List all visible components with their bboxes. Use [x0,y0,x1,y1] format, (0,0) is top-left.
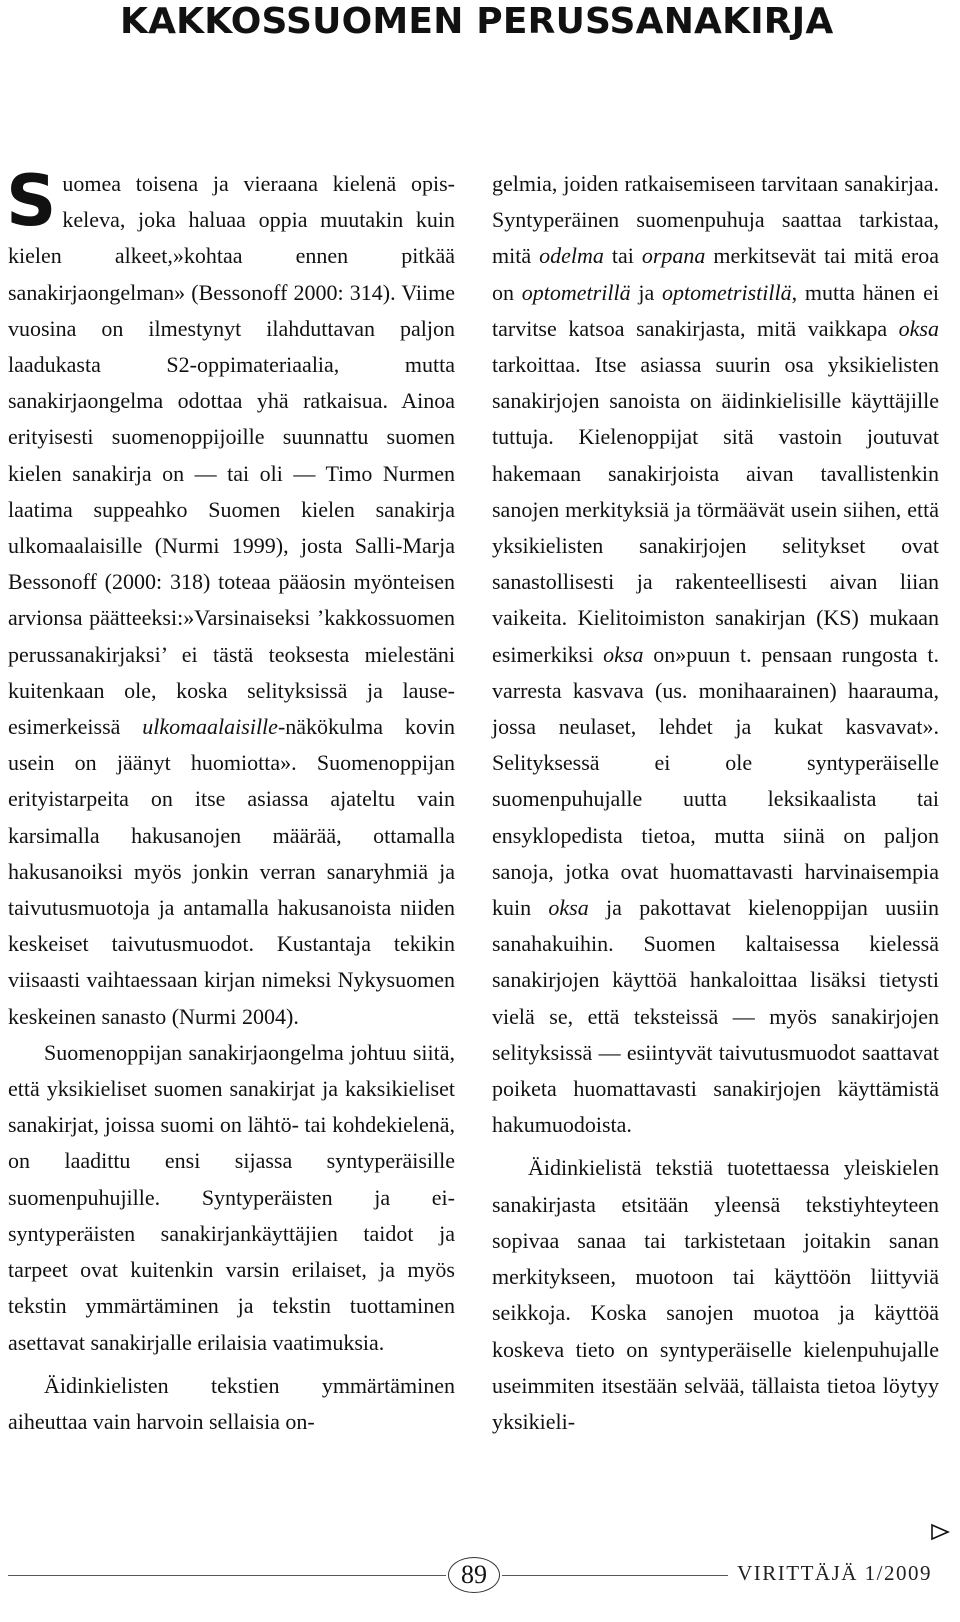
paragraph-text: ja pakottavat kielenoppijan uusiin sanahakuihin. Suomen kaltaisessa kielessä sanakirjojen käyttöä hankaloittaa lisäksi tietysti vielä se, että teksteissä — myös sanakirjojen selityksissä — esiintyvät taivutusmuodot saattavat poiketa huomattavasti sanakirjojen käyttämistä hakumuodoista. [492,895,939,1138]
page-number: 89 [448,1557,500,1593]
paragraph-text: gelmia, joiden ratkaisemiseen tarvitaan sanakirjaa. Syntyperäinen suomenpuhuja saattaa tarkistaa, mitä [492,171,939,269]
emphasis: optometrillä [521,279,631,305]
paragraph-text: tarkoittaa. Itse asiassa suurin osa yksikielisten sanakirjojen sanoista on äidinkielisille käyttäjille tuttuja. Kielenoppijat sitä vastoin joutuvat hakemaan sanakirjoista aivan tavallistenkin sanojen merkityksiä ja törmäävät usein siihen, että yksikielisten sanakirjojen selitykset ovat sanastollisesti ja rakenteellisesti aivan liian vaikeita. Kielitoimiston sanakirjan (KS) mukaan esimerkiksi [492,352,939,667]
paragraph-text: uomea toisena ja vieraana kielenä opiskeleva, joka haluaa oppia muutakin kuin kielen alkeet,»kohtaa ennen pitkää sanakirjaongelman» (Bessonoff 2000: 314). Viime vuosina on ilmestynyt ilahduttavan paljon laadukasta S2-oppimateriaalia, mutta sanakirjaongelma odottaa yhä ratkaisua. Ainoa erityisesti suomenoppijoille suunnattu suomen kielen sanakirja on — tai oli — Timo Nurmen laatima suppeahko Suomen kielen sanakirja ulkomaalaisille (Nurmi 1999), josta Salli-Marja Bessonoff (2000: 318) toteaa pääosin myönteisen arvionsa päätteeksi:»Varsinaiseksi ’kakkossuomen perussanakirjaksi’ ei tästä teoksesta mielestäni kuitenkaan ole, koska selityksissä ja lause-esimerkeissä [8,171,455,740]
emphasis: oksa [548,895,589,921]
page-title: KAKKOSSUOMEN PERUSSANAKIRJA [120,1,834,42]
emphasis: oksa [603,641,644,667]
emphasis: optometristillä [662,279,792,305]
paragraph-text: tai [603,243,642,269]
emphasis: orpana [641,243,706,269]
emphasis: odelma [539,243,604,269]
emphasis: ulkomaalaisille [142,714,278,740]
right-column [492,166,939,1440]
paragraph [492,166,939,1143]
footer-rule-left [8,1575,446,1576]
paragraph [6,160,455,1035]
paragraph: Äidinkielisten tekstien ymmärtäminen aiheuttaa vain harvoin sellaisia on- [8,1372,455,1434]
paragraph-text: ja [630,279,663,305]
drop-cap: S [6,160,57,242]
paragraph-text: merkitsevät tai mitä eroa on [492,243,940,305]
paragraph-text: -näkökulma kovin usein on jäänyt huomiotta». Suomenoppijan erityistarpeita on itse asiassa ajateltu vain karsimalla hakusanojen määrää, ottamalla hakusanoiksi myös jonkin verran sanaryhmiä ja taivutusmuotoja ja antamalla hakusanoista niiden keskeiset taivutusmuodot. Kustantaja tekikin viisaasti vaihtaessaan kirjan nimeksi Nykysuomen keskeinen sanasto (Nurmi 2004). [8,714,455,1029]
emphasis: oksa [898,315,939,341]
left-column [6,160,455,1440]
paragraph: Äidinkielistä tekstiä tuotettaessa yleiskielen sanakirjasta etsitään yleensä tekstiyhteyteen sopivaa sanaa tai tarkistetaan joitakin sanan merkitykseen, muotoon tai käyttöön liittyviä seikkoja. Koska sanojen muotoa ja käyttöä koskeva tieto on syntyperäiselle kielenpuhujalle useimmiten itsestään selvää, tällaista tietoa löytyy yksikieli- [492,1155,939,1434]
paragraph: Suomenoppijan sanakirjaongelma johtuu siitä, että yksikieliset suomen sanakirjat ja kaksikieliset sanakirjat, joissa suomi on lähtö- tai kohdekielenä, on laadittu ensi sijassa syntyperäisille suomenpuhujille. Syntyperäisten ja ei-syntyperäisten sanakirjankäyttäjien taidot ja tarpeet ovat kuitenkin varsin erilaiset, ja myös tekstin ymmärtäminen ja tekstin tuottaminen asettavat sanakirjalle erilaisia vaatimuksia. [8,1039,455,1355]
paragraph-text: , mutta hänen ei tarvitse katsoa sanakirjasta, mitä vaikkapa [492,279,939,341]
continue-arrow-icon [930,1523,950,1541]
paragraph-text: on»puun t. pensaan rungosta t. varresta kasvava (us. monihaarainen) haarauma, jossa neulaset, lehdet ja kukat kasvavat». Selityksessä ei ole syntyperäiselle suomenpuhujalle uutta leksikaalista tai ensyklopedista tietoa, mutta siinä on paljon sanoja, jotka ovat huomattavasti harvinaisempia kuin [492,641,939,921]
footer-rule-right [502,1575,728,1576]
journal-name: VIRITTÄJÄ 1/2009 [737,1561,932,1585]
